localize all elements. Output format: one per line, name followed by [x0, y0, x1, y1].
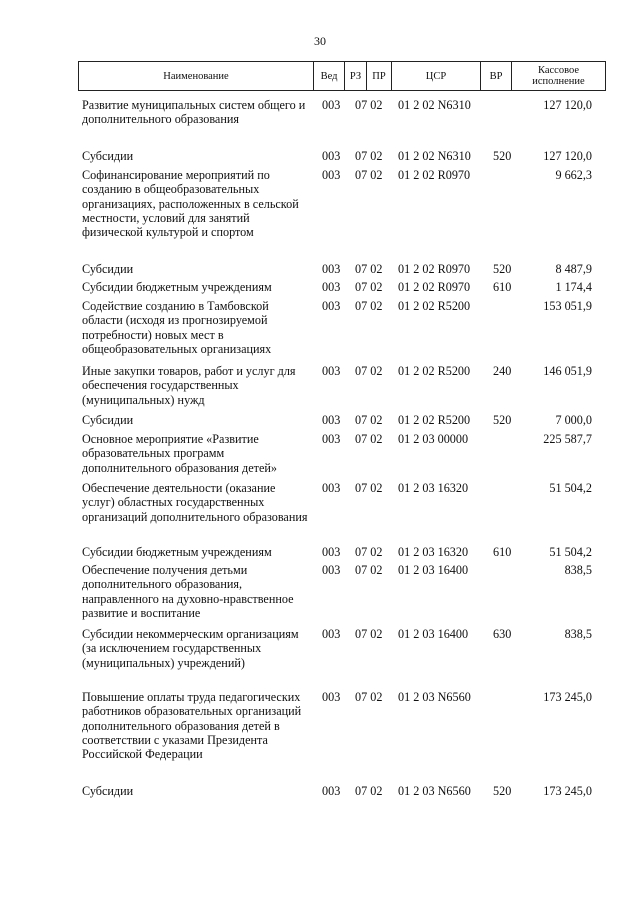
row-csr: 01 2 02 R0970: [398, 168, 471, 182]
row-csr: 01 2 02 R0970: [398, 280, 471, 294]
row-name: Содействие созданию в Тамбовской области (исходя из прогнозируемой потребности) новых мест в общеобразовательных организациях: [82, 299, 272, 356]
row-rzpr: 07 02: [355, 690, 383, 704]
row-name: Обеспечение получения детьми дополнительного образования, направленного на духовно-нравственное развитие и воспитание: [82, 563, 294, 620]
row-name: Субсидии: [82, 784, 134, 798]
row-name: Субсидии: [82, 413, 134, 427]
row-rzpr: 07 02: [355, 545, 383, 559]
row-name: Основное мероприятие «Развитие образовательных программ дополнительного образования детей»: [82, 432, 277, 475]
row-rzpr: 07 02: [355, 98, 383, 112]
row-vr: 630: [493, 627, 512, 641]
row-ved: 003: [322, 563, 341, 577]
row-ved: 003: [322, 432, 341, 446]
header-name: Наименование: [79, 62, 314, 90]
header-rz: РЗ: [345, 62, 367, 90]
row-name: Иные закупки товаров, работ и услуг для обеспечения государственных (муниципальных) нужд: [82, 364, 296, 407]
header-ved: Вед: [314, 62, 345, 90]
row-ved: 003: [322, 413, 341, 427]
row-sum: 838,5: [564, 563, 592, 577]
row-vr: 520: [493, 262, 512, 276]
row-sum: 146 051,9: [543, 364, 592, 378]
row-csr: 01 2 03 N6560: [398, 690, 471, 704]
row-sum: 153 051,9: [543, 299, 592, 313]
header-exec: Кассовое исполнение: [532, 65, 585, 87]
row-vr: 520: [493, 413, 512, 427]
row-ved: 003: [322, 364, 341, 378]
row-sum: 9 662,3: [555, 168, 592, 182]
row-rzpr: 07 02: [355, 299, 383, 313]
row-sum: 173 245,0: [543, 690, 592, 704]
row-rzpr: 07 02: [355, 432, 383, 446]
row-ved: 003: [322, 280, 341, 294]
row-sum: 225 587,7: [543, 432, 592, 446]
row-vr: 520: [493, 784, 512, 798]
row-sum: 8 487,9: [555, 262, 592, 276]
row-ved: 003: [322, 481, 341, 495]
row-sum: 1 174,4: [555, 280, 592, 294]
row-rzpr: 07 02: [355, 262, 383, 276]
row-sum: 51 504,2: [549, 481, 592, 495]
row-csr: 01 2 02 R5200: [398, 299, 471, 313]
row-vr: 520: [493, 149, 512, 163]
row-csr: 01 2 03 16320: [398, 481, 469, 495]
row-name: Субсидии бюджетным учреждениям: [82, 280, 272, 294]
row-name: Повышение оплаты труда педагогических работников образовательных организаций дополнительного образования детей в соответствии с указами Президента Российской Федерации: [82, 690, 302, 762]
row-name: Софинансирование мероприятий по созданию в общеобразовательных организациях, расположенных в сельской местности, условий для занятий физической культурой и спортом: [82, 168, 299, 240]
header-csr: ЦСР: [392, 62, 481, 90]
row-sum: 127 120,0: [543, 98, 592, 112]
row-csr: 01 2 03 00000: [398, 432, 469, 446]
row-vr: 240: [493, 364, 512, 378]
row-ved: 003: [322, 262, 341, 276]
row-rzpr: 07 02: [355, 280, 383, 294]
row-ved: 003: [322, 149, 341, 163]
row-rzpr: 07 02: [355, 784, 383, 798]
row-vr: 610: [493, 280, 512, 294]
table-header: [78, 61, 606, 91]
row-name: Субсидии некоммерческим организациям (за исключением государственных (муниципальных) учреждений): [82, 627, 299, 670]
row-csr: 01 2 03 16400: [398, 563, 469, 577]
row-rzpr: 07 02: [355, 364, 383, 378]
row-ved: 003: [322, 627, 341, 641]
row-sum: 7 000,0: [555, 413, 592, 427]
row-ved: 003: [322, 784, 341, 798]
header-vr: ВР: [481, 62, 512, 90]
row-ved: 003: [322, 168, 341, 182]
row-sum: 173 245,0: [543, 784, 592, 798]
row-csr: 01 2 03 N6560: [398, 784, 471, 798]
row-ved: 003: [322, 690, 341, 704]
row-rzpr: 07 02: [355, 627, 383, 641]
row-rzpr: 07 02: [355, 168, 383, 182]
row-ved: 003: [322, 545, 341, 559]
row-rzpr: 07 02: [355, 563, 383, 577]
row-name: Обеспечение деятельности (оказание услуг) областных государственных организаций дополнительного образования: [82, 481, 308, 524]
row-name: Субсидии: [82, 262, 134, 276]
row-sum: 838,5: [564, 627, 592, 641]
row-csr: 01 2 02 R0970: [398, 262, 471, 276]
row-sum: 127 120,0: [543, 149, 592, 163]
row-csr: 01 2 02 N6310: [398, 98, 471, 112]
row-csr: 01 2 03 16320: [398, 545, 469, 559]
row-ved: 003: [322, 98, 341, 112]
row-rzpr: 07 02: [355, 149, 383, 163]
header-pr: ПР: [367, 62, 392, 90]
row-csr: 01 2 02 N6310: [398, 149, 471, 163]
row-csr: 01 2 02 R5200: [398, 413, 471, 427]
row-name: Субсидии бюджетным учреждениям: [82, 545, 272, 559]
row-ved: 003: [322, 299, 341, 313]
row-rzpr: 07 02: [355, 413, 383, 427]
row-sum: 51 504,2: [549, 545, 592, 559]
row-name: Развитие муниципальных систем общего и дополнительного образования: [82, 98, 306, 127]
row-csr: 01 2 02 R5200: [398, 364, 471, 378]
row-name: Субсидии: [82, 149, 134, 163]
page-number: 30: [314, 34, 326, 48]
row-rzpr: 07 02: [355, 481, 383, 495]
row-vr: 610: [493, 545, 512, 559]
row-csr: 01 2 03 16400: [398, 627, 469, 641]
